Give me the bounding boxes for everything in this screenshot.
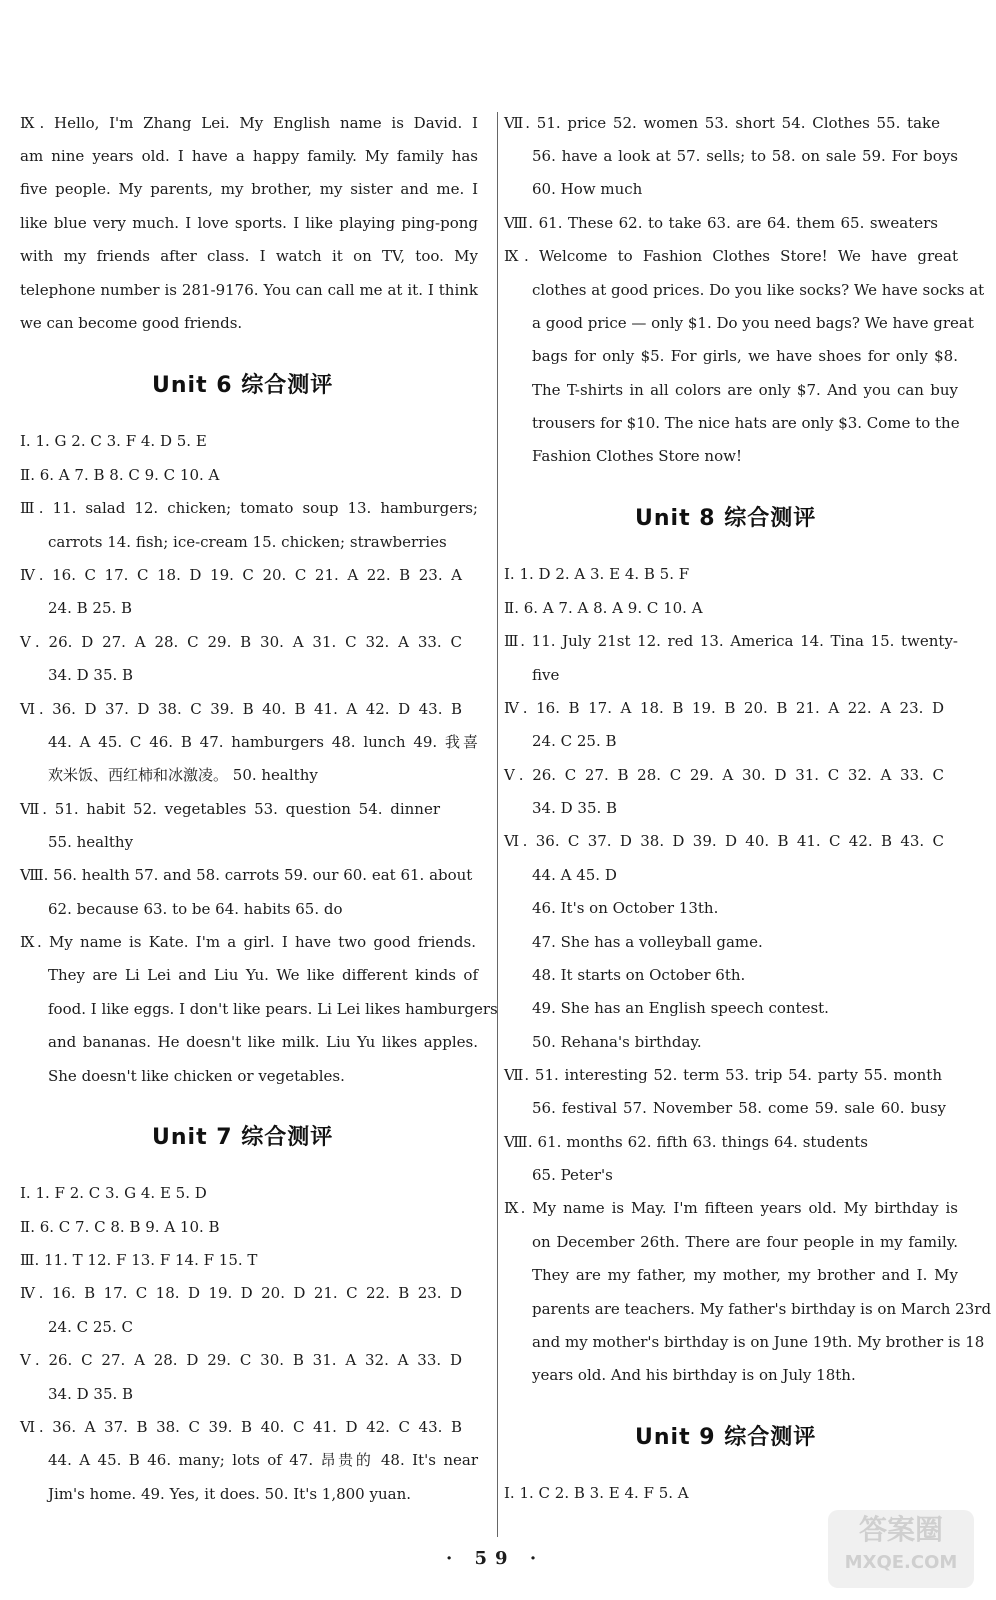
unit7-part9-line-3: a good price — only $1. Do you need bags? We have great bbox=[532, 314, 974, 332]
unit8-part9-line-4: parents are teachers. My father's birthday is on March 23rd bbox=[532, 1300, 992, 1318]
unit5-part9-line-2: am nine years old. I have a happy family. My family has bbox=[20, 147, 478, 165]
unit8-line-6: 24. C 25. B bbox=[532, 732, 617, 750]
unit6-line-12: Ⅶ. 51. habit 52. vegetables 53. question 54. dinner bbox=[20, 800, 440, 818]
unit6-line-15: 62. because 63. to be 64. habits 65. do bbox=[48, 900, 343, 918]
unit7-line-2: Ⅱ. 6. C 7. C 8. B 9. A 10. B bbox=[20, 1218, 220, 1236]
unit8-part9-line-5: and my mother's birthday is on June 19th. My brother is 18 bbox=[532, 1333, 985, 1351]
unit7-line-10: Jim's home. 49. Yes, it does. 50. It's 1,800 yuan. bbox=[48, 1485, 412, 1503]
unit7-part9-line-1: Ⅸ. Welcome to Fashion Clothes Store! We have great bbox=[504, 247, 958, 265]
unit8-line-19: 65. Peter's bbox=[532, 1166, 613, 1184]
unit8-line-4: five bbox=[532, 666, 560, 684]
unit8-title: Unit 8 综合测评 bbox=[635, 506, 817, 531]
unit8-part9-line-1: Ⅸ. My name is May. I'm fifteen years old. My birthday is bbox=[504, 1199, 958, 1217]
unit7-part9-line-7: Fashion Clothes Store now! bbox=[532, 447, 742, 465]
unit6-line-10: 44. A 45. C 46. B 47. hamburgers 48. lunch 49. 我喜 bbox=[48, 733, 478, 751]
unit7-part9-line-4: bags for only $5. For girls, we have shoes for only $8. bbox=[532, 347, 958, 365]
unit6-line-2: Ⅱ. 6. A 7. B 8. C 9. C 10. A bbox=[20, 466, 220, 484]
unit7-title: Unit 7 综合测评 bbox=[152, 1125, 334, 1150]
unit6-line-5: Ⅳ. 16. C 17. C 18. D 19. C 20. C 21. A 22. B 23. A bbox=[20, 566, 462, 584]
unit7-part9-line-2: clothes at good prices. Do you like socks? We have socks at bbox=[532, 281, 985, 299]
unit6-title: Unit 6 综合测评 bbox=[152, 373, 334, 398]
unit8-line-11: 46. It's on October 13th. bbox=[532, 899, 719, 917]
unit6-line-9: Ⅵ. 36. D 37. D 38. C 39. B 40. B 41. A 42. D 43. B bbox=[20, 700, 462, 718]
unit8-part9-line-3: They are my father, my mother, my brother and I. My bbox=[532, 1266, 958, 1284]
unit7-right-line-4: Ⅷ. 61. These 62. to take 63. are 64. them 65. sweaters bbox=[504, 214, 938, 232]
unit9-title: Unit 9 综合测评 bbox=[635, 1425, 817, 1450]
unit6-line-11: 欢米饭、西红柿和冰激凌。 50. healthy bbox=[48, 766, 318, 784]
unit8-line-1: Ⅰ. 1. D 2. A 3. E 4. B 5. F bbox=[504, 565, 690, 583]
unit7-right-line-2: 56. have a look at 57. sells; to 58. on sale 59. For boys bbox=[532, 147, 958, 165]
unit6-part9-line-5: She doesn't like chicken or vegetables. bbox=[48, 1067, 345, 1085]
unit8-part9-line-6: years old. And his birthday is on July 18th. bbox=[532, 1366, 856, 1384]
unit6-part9-line-1: Ⅸ. My name is Kate. I'm a girl. I have two good friends. bbox=[20, 933, 476, 951]
unit6-part9-line-2: They are Li Lei and Liu Yu. We like different kinds of bbox=[48, 966, 478, 984]
unit7-line-3: Ⅲ. 11. T 12. F 13. F 14. F 15. T bbox=[20, 1251, 258, 1269]
unit5-part9-line-6: telephone number is 281-9176. You can call me at it. I think bbox=[20, 281, 478, 299]
unit8-line-5: Ⅳ. 16. B 17. A 18. B 19. B 20. B 21. A 22. A 23. D bbox=[504, 699, 944, 717]
unit8-line-16: Ⅶ. 51. interesting 52. term 53. trip 54. party 55. month bbox=[504, 1066, 942, 1084]
unit8-line-12: 47. She has a volleyball game. bbox=[532, 933, 763, 951]
unit5-part9-line-5: with my friends after class. I watch it on TV, too. My bbox=[20, 247, 478, 265]
unit6-line-14: Ⅷ. 56. health 57. and 58. carrots 59. our 60. eat 61. about bbox=[20, 866, 473, 884]
unit8-line-7: Ⅴ. 26. C 27. B 28. C 29. A 30. D 31. C 32. A 33. C bbox=[504, 766, 944, 784]
unit6-line-6: 24. B 25. B bbox=[48, 599, 133, 617]
unit7-line-7: 34. D 35. B bbox=[48, 1385, 134, 1403]
unit7-line-4: Ⅳ. 16. B 17. C 18. D 19. D 20. D 21. C 22. B 23. D bbox=[20, 1284, 462, 1302]
unit7-line-5: 24. C 25. C bbox=[48, 1318, 133, 1336]
page-number: · 59 · bbox=[446, 1548, 545, 1569]
unit8-line-10: 44. A 45. D bbox=[532, 866, 617, 884]
unit5-part9-line-4: like blue very much. I love sports. I like playing ping-pong bbox=[20, 214, 478, 232]
unit6-part9-line-4: and bananas. He doesn't like milk. Liu Yu likes apples. bbox=[48, 1033, 478, 1051]
unit6-line-7: Ⅴ. 26. D 27. A 28. C 29. B 30. A 31. C 32. A 33. C bbox=[20, 633, 462, 651]
unit9-line-1: Ⅰ. 1. C 2. B 3. E 4. F 5. A bbox=[504, 1484, 689, 1502]
column-divider bbox=[497, 112, 498, 1537]
unit7-line-9: 44. A 45. B 46. many; lots of 47. 昂贵的 48. It's near bbox=[48, 1451, 478, 1469]
unit7-part9-line-6: trousers for $10. The nice hats are only $3. Come to the bbox=[532, 414, 960, 432]
unit8-part9-line-2: on December 26th. There are four people in my family. bbox=[532, 1233, 958, 1251]
unit6-line-4: carrots 14. fish; ice-cream 15. chicken; strawberries bbox=[48, 533, 447, 551]
unit7-line-1: Ⅰ. 1. F 2. C 3. G 4. E 5. D bbox=[20, 1184, 207, 1202]
unit8-line-18: Ⅷ. 61. months 62. fifth 63. things 64. students bbox=[504, 1133, 868, 1151]
unit6-line-8: 34. D 35. B bbox=[48, 666, 134, 684]
watermark-url: MXQE.COM bbox=[844, 1552, 958, 1573]
unit6-line-13: 55. healthy bbox=[48, 833, 134, 851]
unit8-line-9: Ⅵ. 36. C 37. D 38. D 39. D 40. B 41. C 42. B 43. C bbox=[504, 832, 944, 850]
unit8-line-13: 48. It starts on October 6th. bbox=[532, 966, 746, 984]
unit7-right-line-3: 60. How much bbox=[532, 180, 643, 198]
unit6-line-3: Ⅲ. 11. salad 12. chicken; tomato soup 13. hamburgers; bbox=[20, 499, 478, 517]
unit6-part9-line-3: food. I like eggs. I don't like pears. Li Lei likes hamburgers bbox=[48, 1000, 498, 1018]
unit5-part9-line-3: five people. My parents, my brother, my sister and me. I bbox=[20, 180, 478, 198]
unit5-part9-line-7: we can become good friends. bbox=[20, 314, 243, 332]
unit8-line-14: 49. She has an English speech contest. bbox=[532, 999, 829, 1017]
unit7-line-8: Ⅵ. 36. A 37. B 38. C 39. B 40. C 41. D 42. C 43. B bbox=[20, 1418, 462, 1436]
unit8-line-3: Ⅲ. 11. July 21st 12. red 13. America 14. Tina 15. twenty- bbox=[504, 632, 958, 650]
watermark-text: 答案圈 bbox=[858, 1513, 943, 1546]
watermark-logo bbox=[828, 1510, 974, 1588]
unit8-line-2: Ⅱ. 6. A 7. A 8. A 9. C 10. A bbox=[504, 599, 703, 617]
unit7-line-6: Ⅴ. 26. C 27. A 28. D 29. C 30. B 31. A 32. A 33. D bbox=[20, 1351, 462, 1369]
unit8-line-8: 34. D 35. B bbox=[532, 799, 618, 817]
unit5-part9-line-1: Ⅸ. Hello, I'm Zhang Lei. My English name is David. I bbox=[20, 114, 478, 132]
unit7-right-line-1: Ⅶ. 51. price 52. women 53. short 54. Clothes 55. take bbox=[504, 114, 940, 132]
unit8-line-17: 56. festival 57. November 58. come 59. sale 60. busy bbox=[532, 1099, 946, 1117]
unit6-line-1: Ⅰ. 1. G 2. C 3. F 4. D 5. E bbox=[20, 432, 207, 450]
unit8-line-15: 50. Rehana's birthday. bbox=[532, 1033, 702, 1051]
unit7-part9-line-5: The T-shirts in all colors are only $7. And you can buy bbox=[532, 381, 958, 399]
